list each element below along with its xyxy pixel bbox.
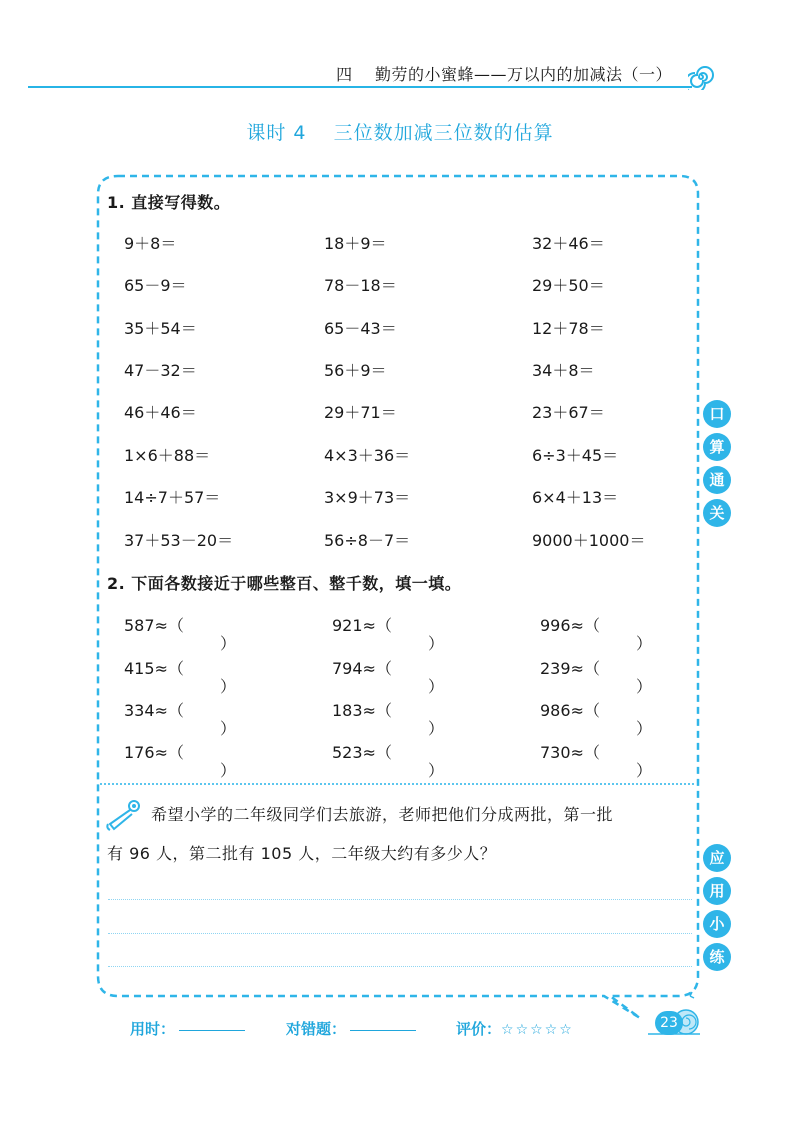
problem-7-2: 3×9＋73＝ [324, 488, 411, 507]
chapter-title: 勤劳的小蜜蜂——万以内的加减法（一） [374, 65, 672, 84]
problem-1-1: 9＋8＝ [124, 234, 177, 253]
problem-7-1: 14÷7＋57＝ [124, 488, 221, 507]
problem-6-2: 4×3＋36＝ [324, 446, 411, 465]
estimate-2-2: 794≈（ ） [332, 659, 444, 696]
rating-stars: ☆☆☆☆☆ [501, 1022, 574, 1038]
problem-6-1: 1×6＋88＝ [124, 446, 211, 465]
problem-6-3: 6÷3＋45＝ [532, 446, 619, 465]
side-tab-oral-4: 关 [703, 499, 731, 527]
side-tab-apply-1: 应 [703, 844, 731, 872]
page-number: 23 [655, 1011, 683, 1035]
estimate-1-1: 587≈（ ） [124, 616, 236, 653]
application-line-2: 有 96 人，第二批有 105 人，二年级大约有多少人？ [107, 844, 497, 863]
estimate-1-3: 996≈（ ） [540, 616, 652, 653]
problem-3-1: 35＋54＝ [124, 319, 197, 338]
lesson-name: 三位数加减三位数的估算 [333, 122, 554, 144]
estimate-3-3: 986≈（ ） [540, 701, 652, 738]
side-tab-apply-2: 用 [703, 877, 731, 905]
side-tab-oral-3: 通 [703, 466, 731, 494]
section-2-title: 2. 下面各数接近于哪些整百、整千数，填一填。 [107, 574, 462, 593]
problem-2-1: 65－9＝ [124, 276, 187, 295]
estimate-4-2: 523≈（ ） [332, 743, 444, 780]
problem-2-3: 29＋50＝ [532, 276, 605, 295]
problem-5-2: 29＋71＝ [324, 403, 397, 422]
answer-line [108, 933, 692, 934]
estimate-4-3: 730≈（ ） [540, 743, 652, 780]
estimate-2-3: 239≈（ ） [540, 659, 652, 696]
problem-1-3: 32＋46＝ [532, 234, 605, 253]
answer-line [108, 899, 692, 900]
section-divider [100, 783, 694, 785]
time-field: 用时： [130, 1018, 245, 1039]
problem-8-1: 37＋53－20＝ [124, 531, 234, 550]
side-tab-oral-2: 算 [703, 433, 731, 461]
chapter-number: 四 [336, 65, 353, 84]
section-1-title: 1. 直接写得数。 [107, 193, 231, 212]
problem-8-3: 9000＋1000＝ [532, 531, 646, 550]
problem-1-2: 18＋9＝ [324, 234, 387, 253]
errors-field: 对错题： [286, 1018, 416, 1039]
estimate-3-1: 334≈（ ） [124, 701, 236, 738]
problem-5-3: 23＋67＝ [532, 403, 605, 422]
problem-4-1: 47－32＝ [124, 361, 197, 380]
problem-3-2: 65－43＝ [324, 319, 397, 338]
problem-5-1: 46＋46＝ [124, 403, 197, 422]
problem-3-3: 12＋78＝ [532, 319, 605, 338]
estimate-1-2: 921≈（ ） [332, 616, 444, 653]
problem-8-2: 56÷8－7＝ [324, 531, 411, 550]
side-tab-oral-1: 口 [703, 400, 731, 428]
answer-line [108, 966, 692, 967]
lesson-label: 课时 4 [246, 122, 307, 144]
problem-4-2: 56＋9＝ [324, 361, 387, 380]
rating-field: 评价：☆☆☆☆☆ [456, 1020, 574, 1038]
side-tab-apply-4: 练 [703, 943, 731, 971]
side-tab-apply-3: 小 [703, 910, 731, 938]
problem-7-3: 6×4＋13＝ [532, 488, 619, 507]
estimate-3-2: 183≈（ ） [332, 701, 444, 738]
estimate-2-1: 415≈（ ） [124, 659, 236, 696]
problem-2-2: 78－18＝ [324, 276, 397, 295]
estimate-4-1: 176≈（ ） [124, 743, 236, 780]
problem-4-3: 34＋8＝ [532, 361, 595, 380]
application-line-1: 希望小学的二年级同学们去旅游，老师把他们分成两批，第一批 [151, 805, 614, 824]
